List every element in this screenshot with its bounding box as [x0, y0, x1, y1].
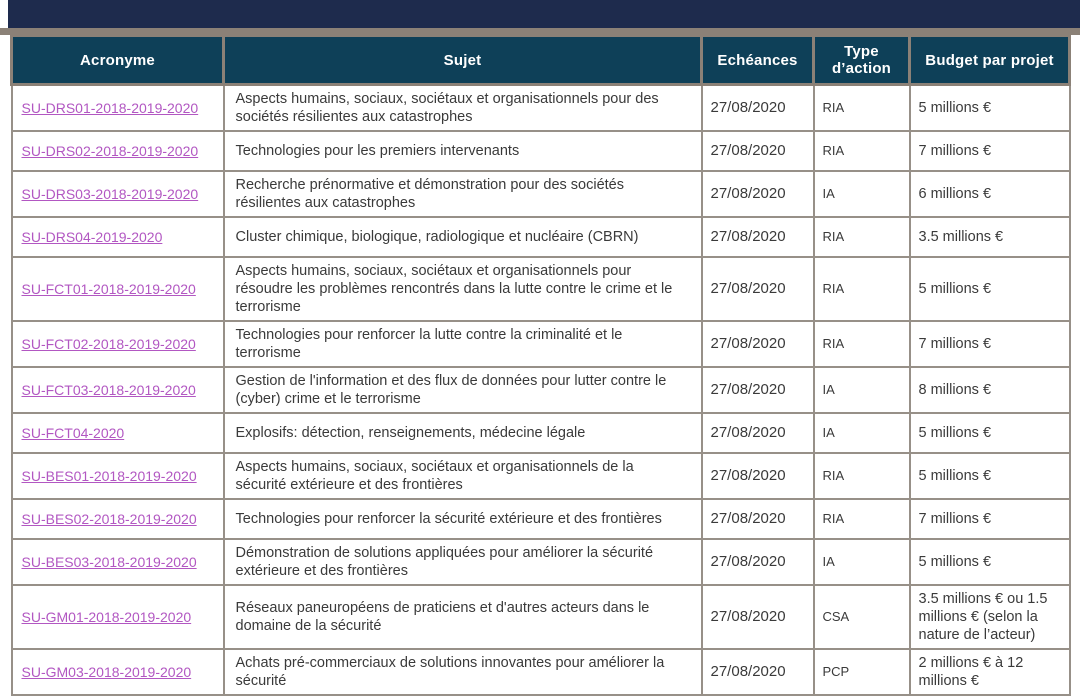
- table-row: [12, 585, 1070, 649]
- subject-cell: Réseaux paneuropéens de praticiens et d'autres acteurs dans le domaine de la sécurité: [224, 585, 702, 649]
- table-row: [12, 321, 1070, 367]
- action-type-cell: IA: [814, 539, 910, 585]
- deadline-cell: 27/08/2020: [702, 499, 814, 539]
- acronym-link[interactable]: SU-DRS02-2018-2019-2020: [21, 142, 199, 159]
- acronym-link[interactable]: SU-BES02-2018-2019-2020: [21, 510, 197, 527]
- subject-cell: Recherche prénormative et démonstration pour des sociétés résilientes aux catastrophes: [224, 171, 702, 217]
- budget-cell: 5 millions €: [910, 257, 1070, 321]
- subject-cell: Aspects humains, sociaux, sociétaux et organisationnels pour résoudre les problèmes rencontrés dans la lutte contre le crime et le terrorisme: [224, 257, 702, 321]
- subject-cell: Gestion de l'information et des flux de données pour lutter contre le (cyber) crime et le terrorisme: [224, 367, 702, 413]
- subject-cell: Aspects humains, sociaux, sociétaux et organisationnels de la sécurité extérieure et des frontières: [224, 453, 702, 499]
- acronym-link[interactable]: SU-GM03-2018-2019-2020: [21, 663, 192, 680]
- action-type-cell: RIA: [814, 499, 910, 539]
- column-header-acronyme: Acronyme: [12, 36, 224, 85]
- column-header-type-daction: Type d’action: [814, 36, 910, 85]
- table-row: [12, 539, 1070, 585]
- acronym-link[interactable]: SU-FCT01-2018-2019-2020: [21, 280, 196, 297]
- acronym-link[interactable]: SU-FCT04-2020: [21, 424, 125, 441]
- acronym-cell: [12, 171, 224, 217]
- acronym-link[interactable]: SU-FCT03-2018-2019-2020: [21, 381, 196, 398]
- table-row: [12, 499, 1070, 539]
- deadline-cell: 27/08/2020: [702, 171, 814, 217]
- action-type-cell: RIA: [814, 131, 910, 171]
- acronym-link[interactable]: SU-BES03-2018-2019-2020: [21, 553, 197, 570]
- acronym-cell: [12, 85, 224, 132]
- action-type-cell: IA: [814, 367, 910, 413]
- subject-cell: Achats pré-commerciaux de solutions innovantes pour améliorer la sécurité: [224, 649, 702, 695]
- calls-table: [10, 34, 1071, 696]
- subject-cell: Technologies pour renforcer la sécurité extérieure et des frontières: [224, 499, 702, 539]
- column-header-budget: Budget par projet: [910, 36, 1070, 85]
- action-type-cell: CSA: [814, 585, 910, 649]
- table-row: [12, 649, 1070, 695]
- acronym-cell: [12, 499, 224, 539]
- acronym-cell: [12, 413, 224, 453]
- acronym-cell: [12, 539, 224, 585]
- deadline-cell: 27/08/2020: [702, 131, 814, 171]
- deadline-cell: 27/08/2020: [702, 585, 814, 649]
- table-row: [12, 257, 1070, 321]
- budget-cell: 7 millions €: [910, 321, 1070, 367]
- budget-cell: 7 millions €: [910, 499, 1070, 539]
- acronym-link[interactable]: SU-GM01-2018-2019-2020: [21, 608, 192, 625]
- column-header-sujet: Sujet: [224, 36, 702, 85]
- budget-cell: 2 millions € à 12 millions €: [910, 649, 1070, 695]
- table-row: [12, 217, 1070, 257]
- budget-cell: 6 millions €: [910, 171, 1070, 217]
- budget-cell: 8 millions €: [910, 367, 1070, 413]
- budget-cell: 5 millions €: [910, 85, 1070, 132]
- deadline-cell: 27/08/2020: [702, 649, 814, 695]
- budget-cell: 7 millions €: [910, 131, 1070, 171]
- subject-cell: Démonstration de solutions appliquées pour améliorer la sécurité extérieure et des frontières: [224, 539, 702, 585]
- budget-cell: 5 millions €: [910, 413, 1070, 453]
- table-row: [12, 453, 1070, 499]
- deadline-cell: 27/08/2020: [702, 257, 814, 321]
- acronym-cell: [12, 131, 224, 171]
- table-row: [12, 413, 1070, 453]
- deadline-cell: 27/08/2020: [702, 217, 814, 257]
- action-type-cell: PCP: [814, 649, 910, 695]
- budget-cell: 3.5 millions €: [910, 217, 1070, 257]
- table-row: [12, 85, 1070, 132]
- acronym-cell: [12, 649, 224, 695]
- deadline-cell: 27/08/2020: [702, 321, 814, 367]
- acronym-cell: [12, 453, 224, 499]
- deadline-cell: 27/08/2020: [702, 413, 814, 453]
- budget-cell: 3.5 millions € ou 1.5 millions € (selon la nature de l’acteur): [910, 585, 1070, 649]
- action-type-cell: IA: [814, 171, 910, 217]
- table-row: [12, 171, 1070, 217]
- table-header-row: [12, 36, 1070, 85]
- acronym-cell: [12, 367, 224, 413]
- subject-cell: Technologies pour renforcer la lutte contre la criminalité et le terrorisme: [224, 321, 702, 367]
- acronym-cell: [12, 585, 224, 649]
- subject-cell: Aspects humains, sociaux, sociétaux et organisationnels pour des sociétés résilientes aux catastrophes: [224, 85, 702, 132]
- action-type-cell: RIA: [814, 85, 910, 132]
- deadline-cell: 27/08/2020: [702, 85, 814, 132]
- action-type-cell: RIA: [814, 453, 910, 499]
- table-row: [12, 131, 1070, 171]
- table-row: [12, 367, 1070, 413]
- column-header-echeances: Echéances: [702, 36, 814, 85]
- action-type-cell: RIA: [814, 257, 910, 321]
- deadline-cell: 27/08/2020: [702, 367, 814, 413]
- subject-cell: Cluster chimique, biologique, radiologique et nucléaire (CBRN): [224, 217, 702, 257]
- budget-cell: 5 millions €: [910, 539, 1070, 585]
- acronym-link[interactable]: SU-DRS04-2019-2020: [21, 228, 163, 245]
- action-type-cell: RIA: [814, 217, 910, 257]
- acronym-link[interactable]: SU-FCT02-2018-2019-2020: [21, 335, 196, 352]
- action-type-cell: RIA: [814, 321, 910, 367]
- deadline-cell: 27/08/2020: [702, 453, 814, 499]
- acronym-link[interactable]: SU-BES01-2018-2019-2020: [21, 467, 197, 484]
- acronym-link[interactable]: SU-DRS03-2018-2019-2020: [21, 185, 199, 202]
- action-type-cell: IA: [814, 413, 910, 453]
- subject-cell: Explosifs: détection, renseignements, médecine légale: [224, 413, 702, 453]
- acronym-cell: [12, 257, 224, 321]
- acronym-link[interactable]: SU-DRS01-2018-2019-2020: [21, 99, 199, 116]
- deadline-cell: 27/08/2020: [702, 539, 814, 585]
- top-banner: [8, 0, 1080, 28]
- budget-cell: 5 millions €: [910, 453, 1070, 499]
- acronym-cell: [12, 217, 224, 257]
- acronym-cell: [12, 321, 224, 367]
- subject-cell: Technologies pour les premiers intervenants: [224, 131, 702, 171]
